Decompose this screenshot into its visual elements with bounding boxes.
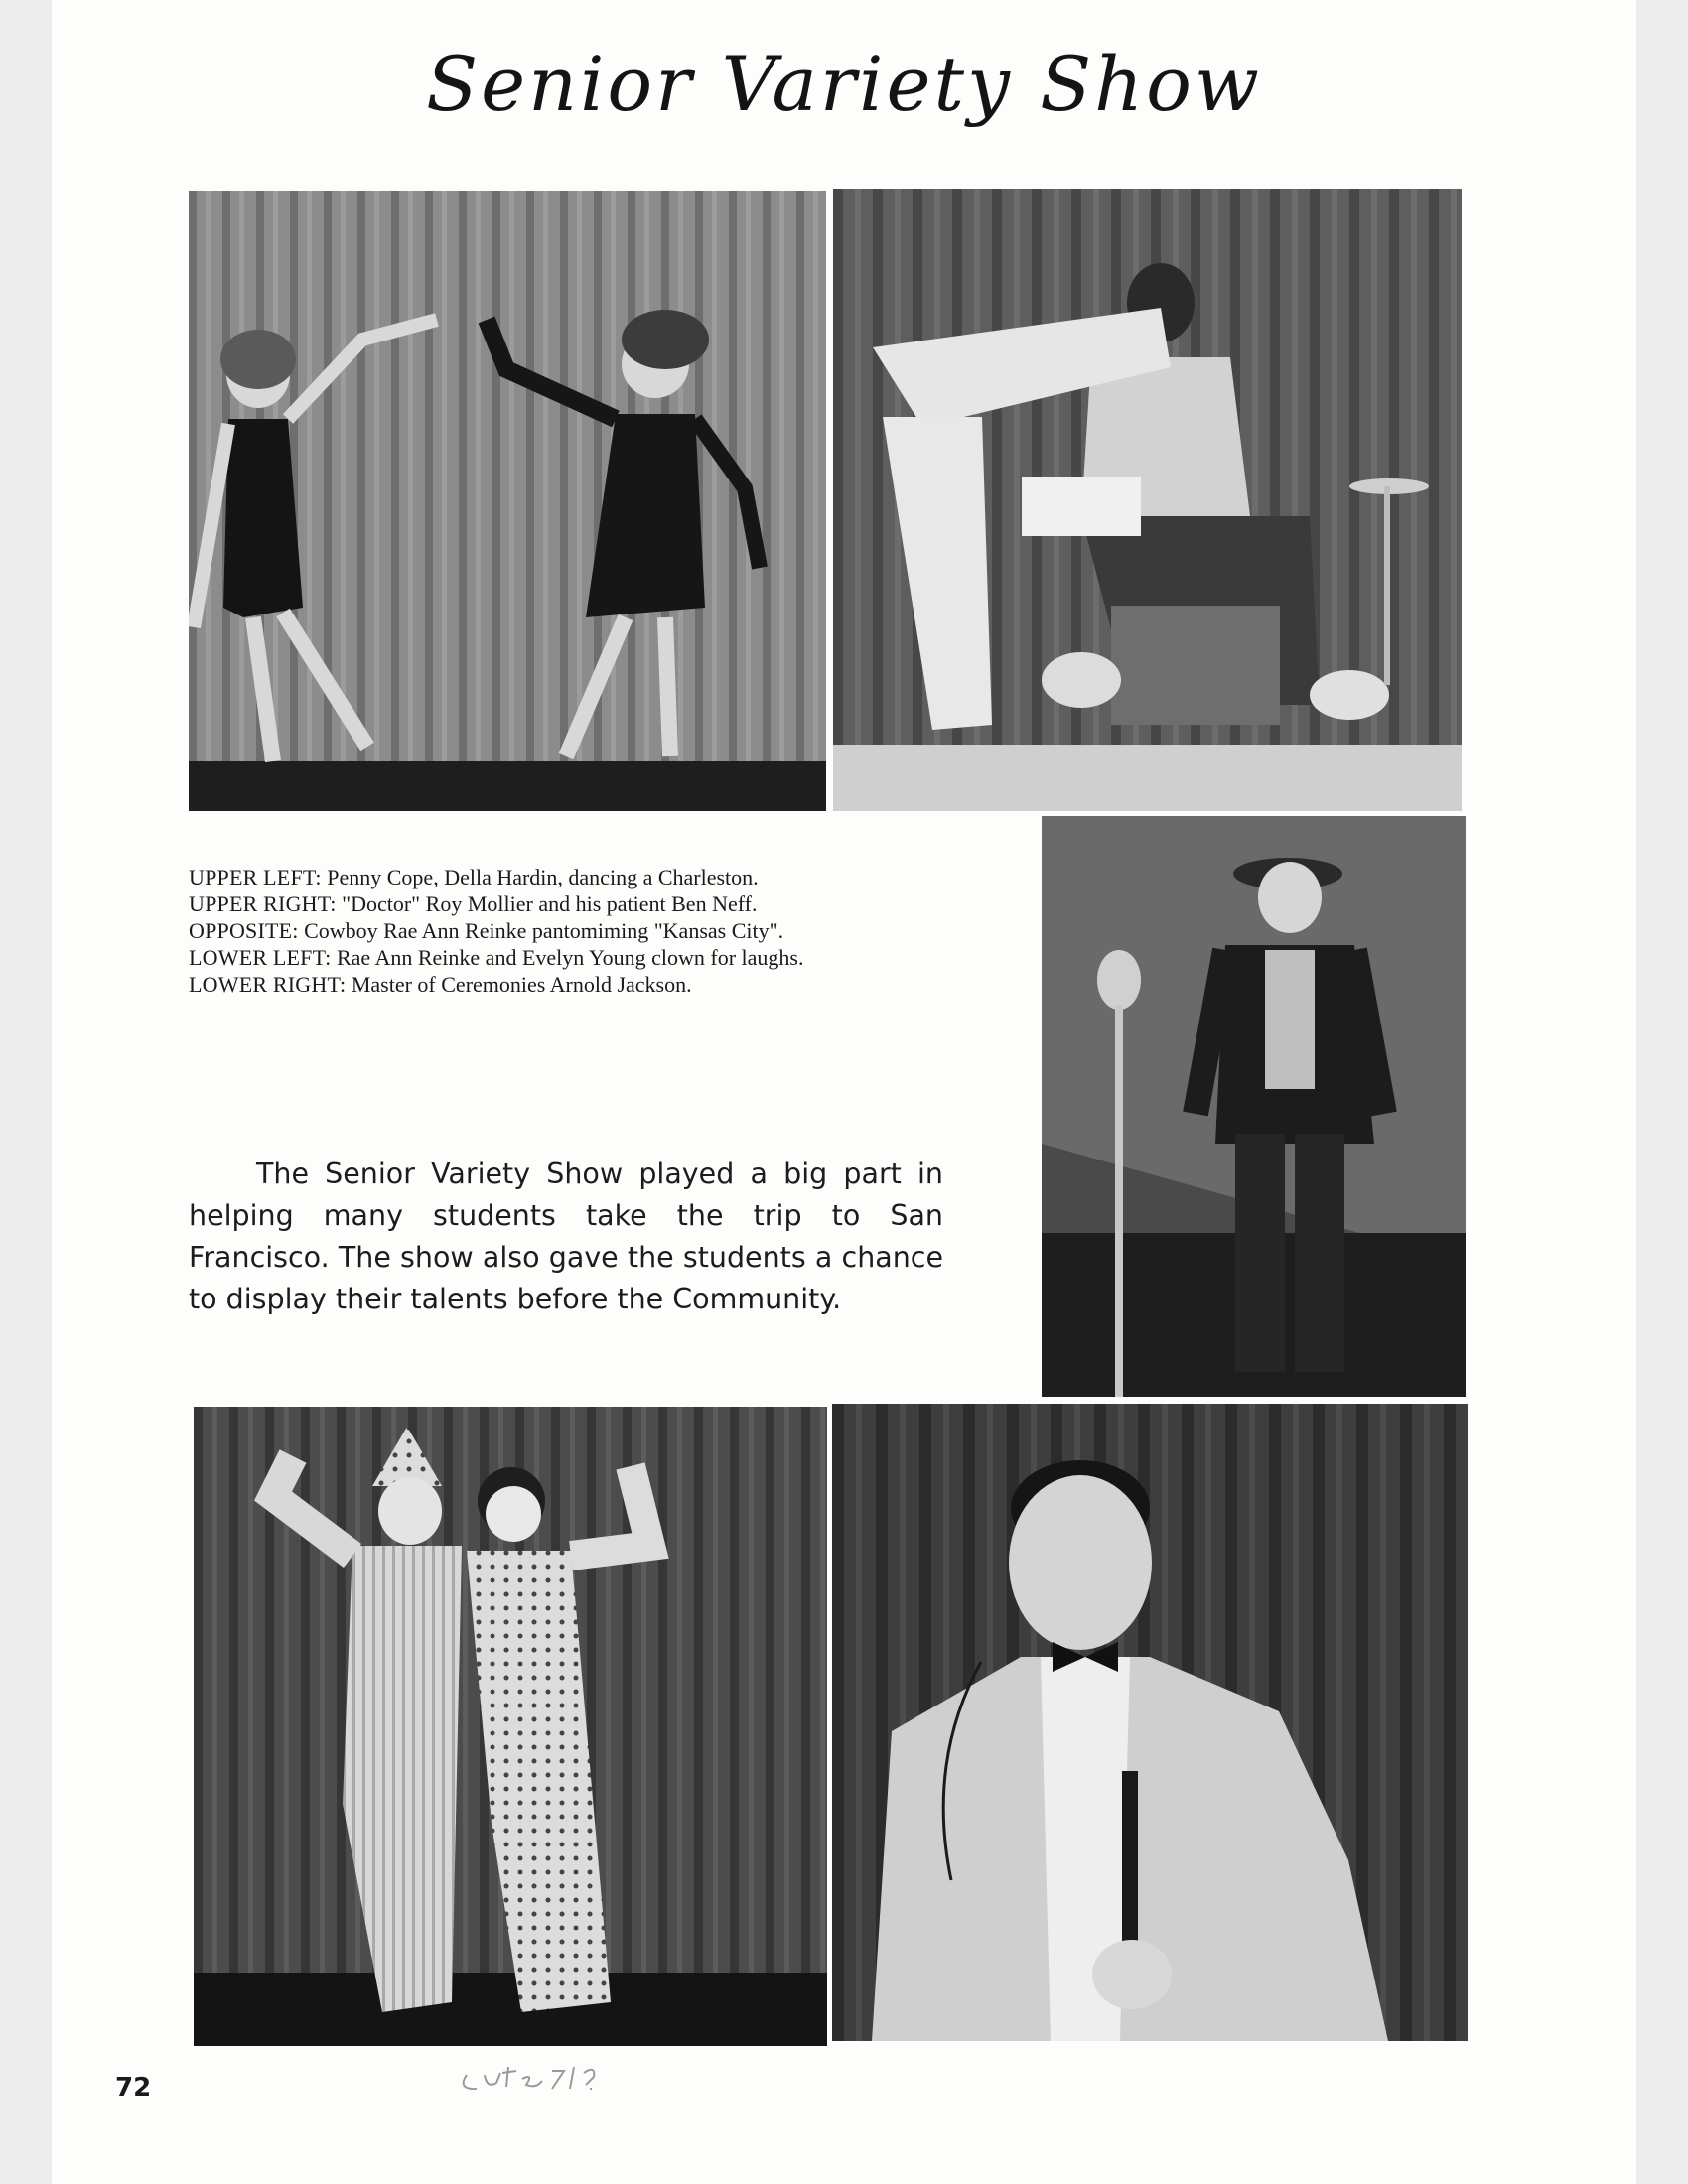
caption-text: "Doctor" Roy Mollier and his patient Ben Neff. (342, 891, 758, 916)
caption-label: OPPOSITE: (189, 918, 299, 943)
photo-lower-left (194, 1407, 827, 2046)
caption-text: Penny Cope, Della Hardin, dancing a Charleston. (327, 865, 759, 889)
photo-lower-right (832, 1404, 1468, 2041)
handwritten-pencil-mark-icon (457, 2045, 675, 2095)
caption-opposite (189, 917, 1003, 944)
photo-upper-left (189, 191, 826, 811)
caption-text: Rae Ann Reinke and Evelyn Young clown for laughs. (336, 945, 804, 970)
photo-captions (189, 864, 1003, 998)
master-of-ceremonies-photo-icon (832, 1404, 1468, 2041)
page-title: Senior Variety Show (426, 40, 1262, 128)
caption-text: Cowboy Rae Ann Reinke pantomiming "Kansas City". (304, 918, 784, 943)
caption-label: LOWER LEFT: (189, 945, 332, 970)
clowns-photo-icon (194, 1407, 827, 2046)
page-number: 72 (115, 2073, 152, 2103)
caption-label: LOWER RIGHT: (189, 972, 347, 997)
charleston-dancers-photo-icon (189, 191, 826, 811)
body-paragraph: The Senior Variety Show played a big part in helping many students take the trip to San Francisco. The show also gave the students a chance to display their talents before the Community. (189, 1158, 943, 1315)
caption-upper-left (189, 864, 1003, 890)
caption-lower-left (189, 944, 1003, 971)
photo-opposite (1042, 816, 1466, 1397)
cowboy-microphone-photo-icon (1042, 816, 1466, 1397)
scan-edge-right (1636, 0, 1688, 2184)
caption-lower-right (189, 971, 1003, 998)
photo-upper-right (833, 189, 1462, 811)
caption-label: UPPER LEFT: (189, 865, 322, 889)
caption-label: UPPER RIGHT: (189, 891, 337, 916)
scan-edge-left (0, 0, 52, 2184)
caption-text: Master of Ceremonies Arnold Jackson. (351, 972, 692, 997)
caption-upper-right (189, 890, 1003, 917)
doctor-skit-photo-icon (833, 189, 1462, 811)
